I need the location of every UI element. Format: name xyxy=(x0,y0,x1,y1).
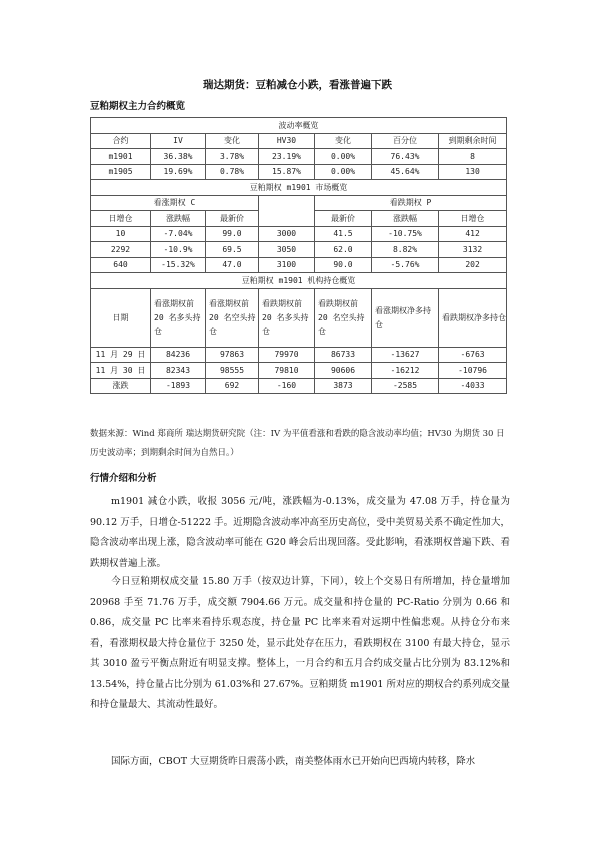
table-cell: 3000 xyxy=(259,226,315,242)
table-cell: m1905 xyxy=(91,164,151,180)
table-row xyxy=(91,164,507,180)
column-header: 最新价 xyxy=(206,211,259,227)
column-header: 看跌期权净多持仓 xyxy=(439,288,507,347)
table-cell: 涨跌 xyxy=(91,378,151,394)
column-header: 涨跌幅 xyxy=(372,211,439,227)
column-header: 看跌期权前 20 名多头持仓 xyxy=(259,288,315,347)
vol-header-row xyxy=(91,118,507,134)
column-header: 日增仓 xyxy=(91,211,151,227)
table-cell: -1893 xyxy=(151,378,206,394)
table-cell: 0.00% xyxy=(315,149,372,165)
table-cell: 41.5 xyxy=(315,226,372,242)
table-row xyxy=(91,242,507,258)
table-row xyxy=(91,226,507,242)
table-cell: -13627 xyxy=(372,347,439,363)
table-cell: 79810 xyxy=(259,363,315,379)
table-cell: -10.75% xyxy=(372,226,439,242)
column-header: 看跌期权前 20 名空头持仓 xyxy=(315,288,372,347)
table-cell: 90.0 xyxy=(315,257,372,273)
table-cell: 36.38% xyxy=(151,149,206,165)
options-overview-table xyxy=(90,117,507,394)
column-header: 看涨期权前 20 名空头持仓 xyxy=(206,288,259,347)
column-header: 变化 xyxy=(206,133,259,149)
table-cell: 3.78% xyxy=(206,149,259,165)
table-cell: 412 xyxy=(439,226,507,242)
table-cell: -7.04% xyxy=(151,226,206,242)
vol-columns-row xyxy=(91,133,507,149)
column-header: 日期 xyxy=(91,288,151,347)
column-header: IV xyxy=(151,133,206,149)
table-cell: -160 xyxy=(259,378,315,394)
column-header: 最新价 xyxy=(315,211,372,227)
analysis-paragraph xyxy=(90,572,510,716)
table-cell: 3132 xyxy=(439,242,507,258)
table-cell: 692 xyxy=(206,378,259,394)
table-cell: 0.78% xyxy=(206,164,259,180)
call-header-cell: 看涨期权 C xyxy=(91,195,259,211)
inst-columns-row xyxy=(91,288,507,347)
table-cell: 19.69% xyxy=(151,164,206,180)
paragraph-text: 今日豆粕期权成交量 15.80 万手（按双边计算，下同），较上个交易日有所增加，持仓量增加 20968 手至 71.76 万手，成交额 7904.66 万元。成交量和持仓量的 PC-Ratio 分别为 0.66 和 0.86，成交量 PC 比率来看持乐观态度，持仓量 PC 比率来看对远期中性偏悲观。从持仓分布来看，看涨期权最大持仓量位于 3250 处，显示此处存在压力，看跌期权在 3100 有最大持仓，显示其 3010 盈亏平衡点附近有明显支撑。整体上，一月合约和五月合约成交量占比分别为 83.12%和 13.54%，持仓量占比分别为 61.03%和 27.67%。豆粕期货 m1901 所对应的期权合约系列成交量和持仓量最大、其流动性最好。 xyxy=(90,576,510,710)
section-heading-overview: 豆粕期权主力合约概览 xyxy=(90,101,186,112)
table-cell: 86733 xyxy=(315,347,372,363)
column-header: 合约 xyxy=(91,133,151,149)
put-header-cell: 看跌期权 P xyxy=(315,195,507,211)
analysis-paragraph xyxy=(90,752,510,773)
table-cell: -10.9% xyxy=(151,242,206,258)
vol-header-cell: 波动率概览 xyxy=(91,118,507,134)
table-cell: m1901 xyxy=(91,149,151,165)
table-cell: 99.0 xyxy=(206,226,259,242)
table-cell: 82343 xyxy=(151,363,206,379)
column-header: 变化 xyxy=(315,133,372,149)
table-row xyxy=(91,363,507,379)
inst-header-cell: 豆粕期权 m1901 机构持仓概览 xyxy=(91,273,507,289)
column-header: 看涨期权前 20 名多头持仓 xyxy=(151,288,206,347)
table-cell: 8 xyxy=(439,149,507,165)
strike-spacer-cell xyxy=(259,195,315,226)
table-cell: 47.0 xyxy=(206,257,259,273)
table-cell: 3100 xyxy=(259,257,315,273)
market-header-row xyxy=(91,180,507,196)
market-header-cell: 豆粕期权 m1901 市场概览 xyxy=(91,180,507,196)
table-cell: -6763 xyxy=(439,347,507,363)
table-cell: 202 xyxy=(439,257,507,273)
call-put-header-row xyxy=(91,195,507,211)
table-cell: 98555 xyxy=(206,363,259,379)
column-header: 百分位 xyxy=(372,133,439,149)
table-cell: 3050 xyxy=(259,242,315,258)
paragraph-text: 国际方面，CBOT 大豆期货昨日震荡小跌，南美整体雨水已开始向巴西境内转移，降水 xyxy=(111,756,476,767)
table-row xyxy=(91,378,507,394)
table-cell: -5.76% xyxy=(372,257,439,273)
column-header: HV30 xyxy=(259,133,315,149)
table-row xyxy=(91,347,507,363)
table-cell: 11 月 29 日 xyxy=(91,347,151,363)
table-cell: 90606 xyxy=(315,363,372,379)
table-cell: -10796 xyxy=(439,363,507,379)
column-header: 看涨期权净多持仓 xyxy=(372,288,439,347)
table-cell: 97863 xyxy=(206,347,259,363)
column-header: 到期剩余时间 xyxy=(439,133,507,149)
inst-header-row xyxy=(91,273,507,289)
table-cell: 130 xyxy=(439,164,507,180)
article-title: 瑞达期货：豆粕减仓小跌，看涨普遍下跌 xyxy=(203,79,392,91)
table-cell: -15.32% xyxy=(151,257,206,273)
table-cell: -16212 xyxy=(372,363,439,379)
table-cell: 76.43% xyxy=(372,149,439,165)
table-cell: -2585 xyxy=(372,378,439,394)
table-cell: 3873 xyxy=(315,378,372,394)
table-cell: 2292 xyxy=(91,242,151,258)
table-cell: 79970 xyxy=(259,347,315,363)
table-cell: 45.64% xyxy=(372,164,439,180)
table-row xyxy=(91,149,507,165)
table-cell: 62.0 xyxy=(315,242,372,258)
column-header: 涨跌幅 xyxy=(151,211,206,227)
data-source-note: 数据来源：Wind 郑商所 瑞达期货研究院（注：IV 为平值看涨和看跌的隐含波动率均值；HV30 为期货 30 日历史波动率；到期剩余时间为自然日。） xyxy=(90,429,505,458)
table-cell: 10 xyxy=(91,226,151,242)
paragraph-text: m1901 减仓小跌，收报 3056 元/吨，涨跌幅为-0.13%，成交量为 47.08 万手，持仓量为 90.12 万手，日增仓-51222 手。近期隐含波动率冲高至历史高位，受中美贸易关系不确定性加大，隐含波动率出现上涨，隐含波动率可能在 G20 峰会后出现回落。受此影响，看涨期权普遍下跌、看跌期权普遍上涨。 xyxy=(90,496,510,569)
table-cell: 84236 xyxy=(151,347,206,363)
section-heading-analysis: 行情介绍和分析 xyxy=(90,473,157,484)
table-cell: 8.82% xyxy=(372,242,439,258)
table-cell: 15.87% xyxy=(259,164,315,180)
table-cell: 23.19% xyxy=(259,149,315,165)
table-cell: 11 月 30 日 xyxy=(91,363,151,379)
table-cell: 69.5 xyxy=(206,242,259,258)
column-header: 日增仓 xyxy=(439,211,507,227)
table-cell: 640 xyxy=(91,257,151,273)
table-row xyxy=(91,257,507,273)
analysis-paragraph xyxy=(90,492,510,574)
table-cell: 0.00% xyxy=(315,164,372,180)
table-cell: -4033 xyxy=(439,378,507,394)
